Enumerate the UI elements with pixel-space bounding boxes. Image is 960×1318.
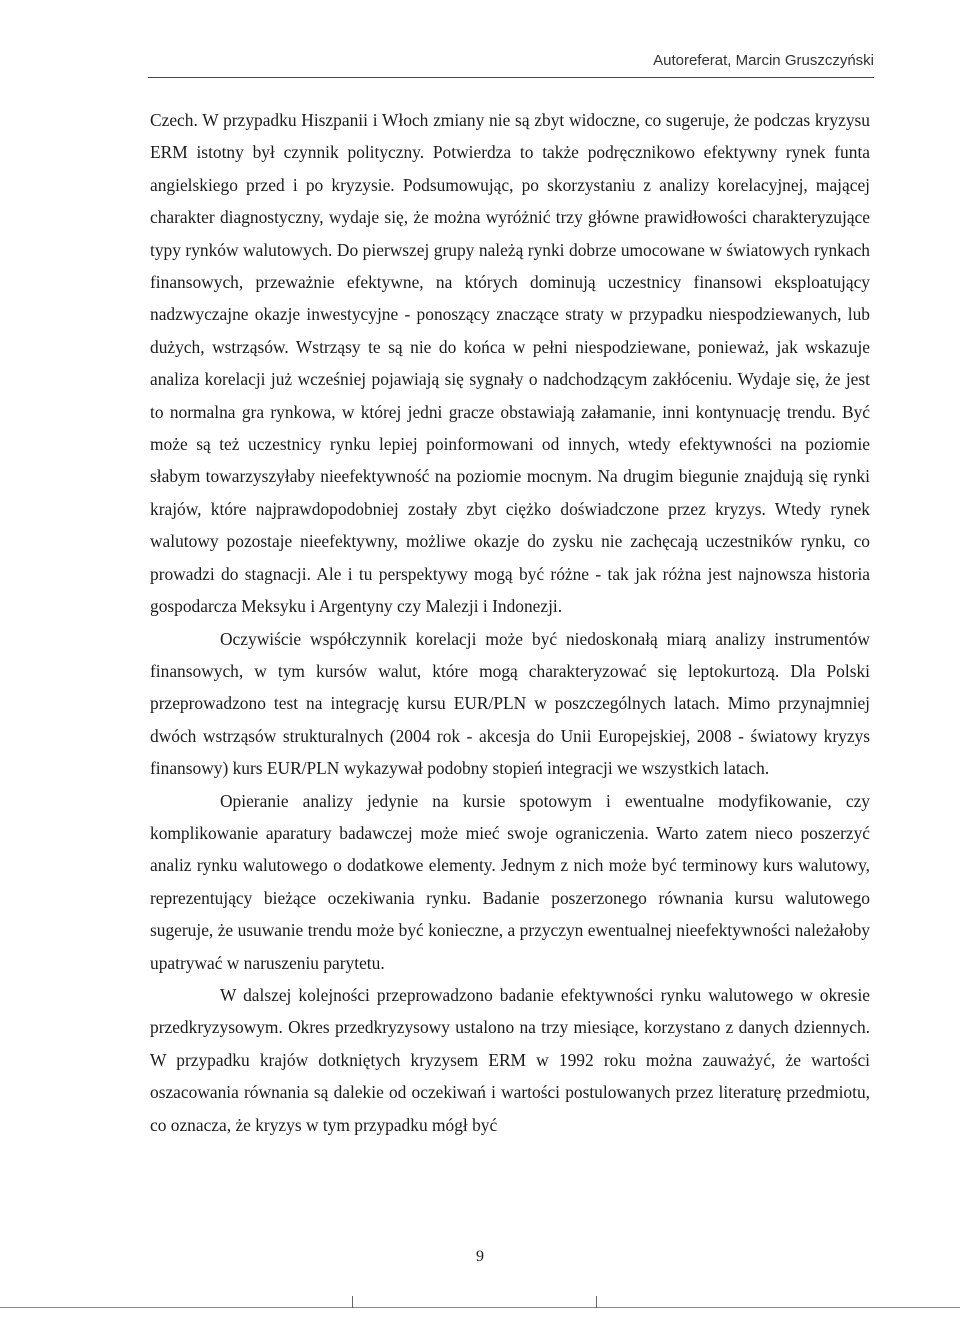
header-rule bbox=[148, 77, 874, 78]
paragraph-2: Oczywiście współczynnik korelacji może być niedoskonałą miarą analizy instrumentów finansowych, w tym kursów walut, które mogą charakteryzować się leptokurtozą. Dla Polski przeprowadzono test na integrację kursu EUR/PLN w poszczególnych latach. Mimo przynajmniej dwóch wstrząsów strukturalnych (2004 rok - akcesja do Unii Europejskiej, 2008 - światowy kryzys finansowy) kurs EUR/PLN wykazywał podobny stopień integracji we wszystkich latach. bbox=[150, 628, 870, 779]
running-header: Autoreferat, Marcin Gruszczyński bbox=[653, 52, 874, 69]
page-number: 9 bbox=[476, 1248, 484, 1265]
paragraph-4: W dalszej kolejności przeprowadzono badanie efektywności rynku walutowego w okresie przedkryzysowym. Okres przedkryzysowy ustalono na trzy miesiące, korzystano z danych dziennych. W przypadku krajów dotkniętych kryzysem ERM w 1992 roku można zauważyć, że wartości oszacowania równania są dalekie od oczekiwań i wartości postulowanych przez literaturę przedmiotu, co oznacza, że kryzys w tym przypadku mógł być bbox=[150, 984, 870, 1135]
paragraph-1: Czech. W przypadku Hiszpanii i Włoch zmiany nie są zbyt widoczne, co sugeruje, że podczas kryzysu ERM istotny był czynnik polityczny. Potwierdza to także podręcznikowo efektywny rynek funta angielskiego przed i po kryzysie. Podsumowując, po skorzystaniu z analizy korelacyjnej, mającej charakter diagnostyczny, wydaje się, że można wyróżnić trzy główne prawidłowości charakteryzujące typy rynków walutowych. Do pierwszej grupy należą rynki dobrze umocowane w światowych rynkach finansowych, przeważnie efektywne, na których dominują uczestnicy finansowi eksploatujący nadzwyczajne okazje inwestycyjne - ponoszący znaczące straty w przypadku niespodziewanych, lub dużych, wstrząsów. Wstrząsy te są nie do końca w pełni niespodziewane, ponieważ, jak wskazuje analiza korelacji już wcześniej pojawiają się sygnały o nadchodzącym zakłóceniu. Wydaje się, że jest to normalna gra rynkowa, w której jedni gracze obstawiają załamanie, inni kontynuację trendu. Być może są też uczestnicy rynku lepiej poinformowani od innych, wtedy efektywności na poziomie słabym towarzyszyłaby nieefektywność na poziomie mocnym. Na drugim biegunie znajdują się rynki krajów, które najprawdopodobniej zostały zbyt ciężko doświadczone przez kryzys. Wtedy rynek walutowy pozostaje nieefektywny, możliwe okazje do zysku nie zachęcają uczestników rynku, co prowadzi do stagnacji. Ale i tu perspektywy mogą być różne - tak jak różna jest najnowsza historia gospodarcza Meksyku i Argentyny czy Malezji i Indonezji. bbox=[150, 110, 870, 617]
scan-edge-tick-left bbox=[352, 1296, 353, 1308]
scan-edge-line bbox=[0, 1307, 960, 1308]
scan-edge-tick-right bbox=[596, 1296, 597, 1308]
body-text bbox=[150, 104, 870, 1141]
paragraph-3: Opieranie analizy jedynie na kursie spotowym i ewentualne modyfikowanie, czy komplikowanie aparatury badawczej może mieć swoje ograniczenia. Warto zatem nieco poszerzyć analiz rynku walutowego o dodatkowe elementy. Jednym z nich może być terminowy kurs walutowy, reprezentujący bieżące oczekiwania rynku. Badanie poszerzonego równania kursu walutowego sugeruje, że usuwanie trendu może być konieczne, a przyczyn ewentualnej nieefektywności należałoby upatrywać w naruszeniu parytetu. bbox=[150, 790, 870, 973]
